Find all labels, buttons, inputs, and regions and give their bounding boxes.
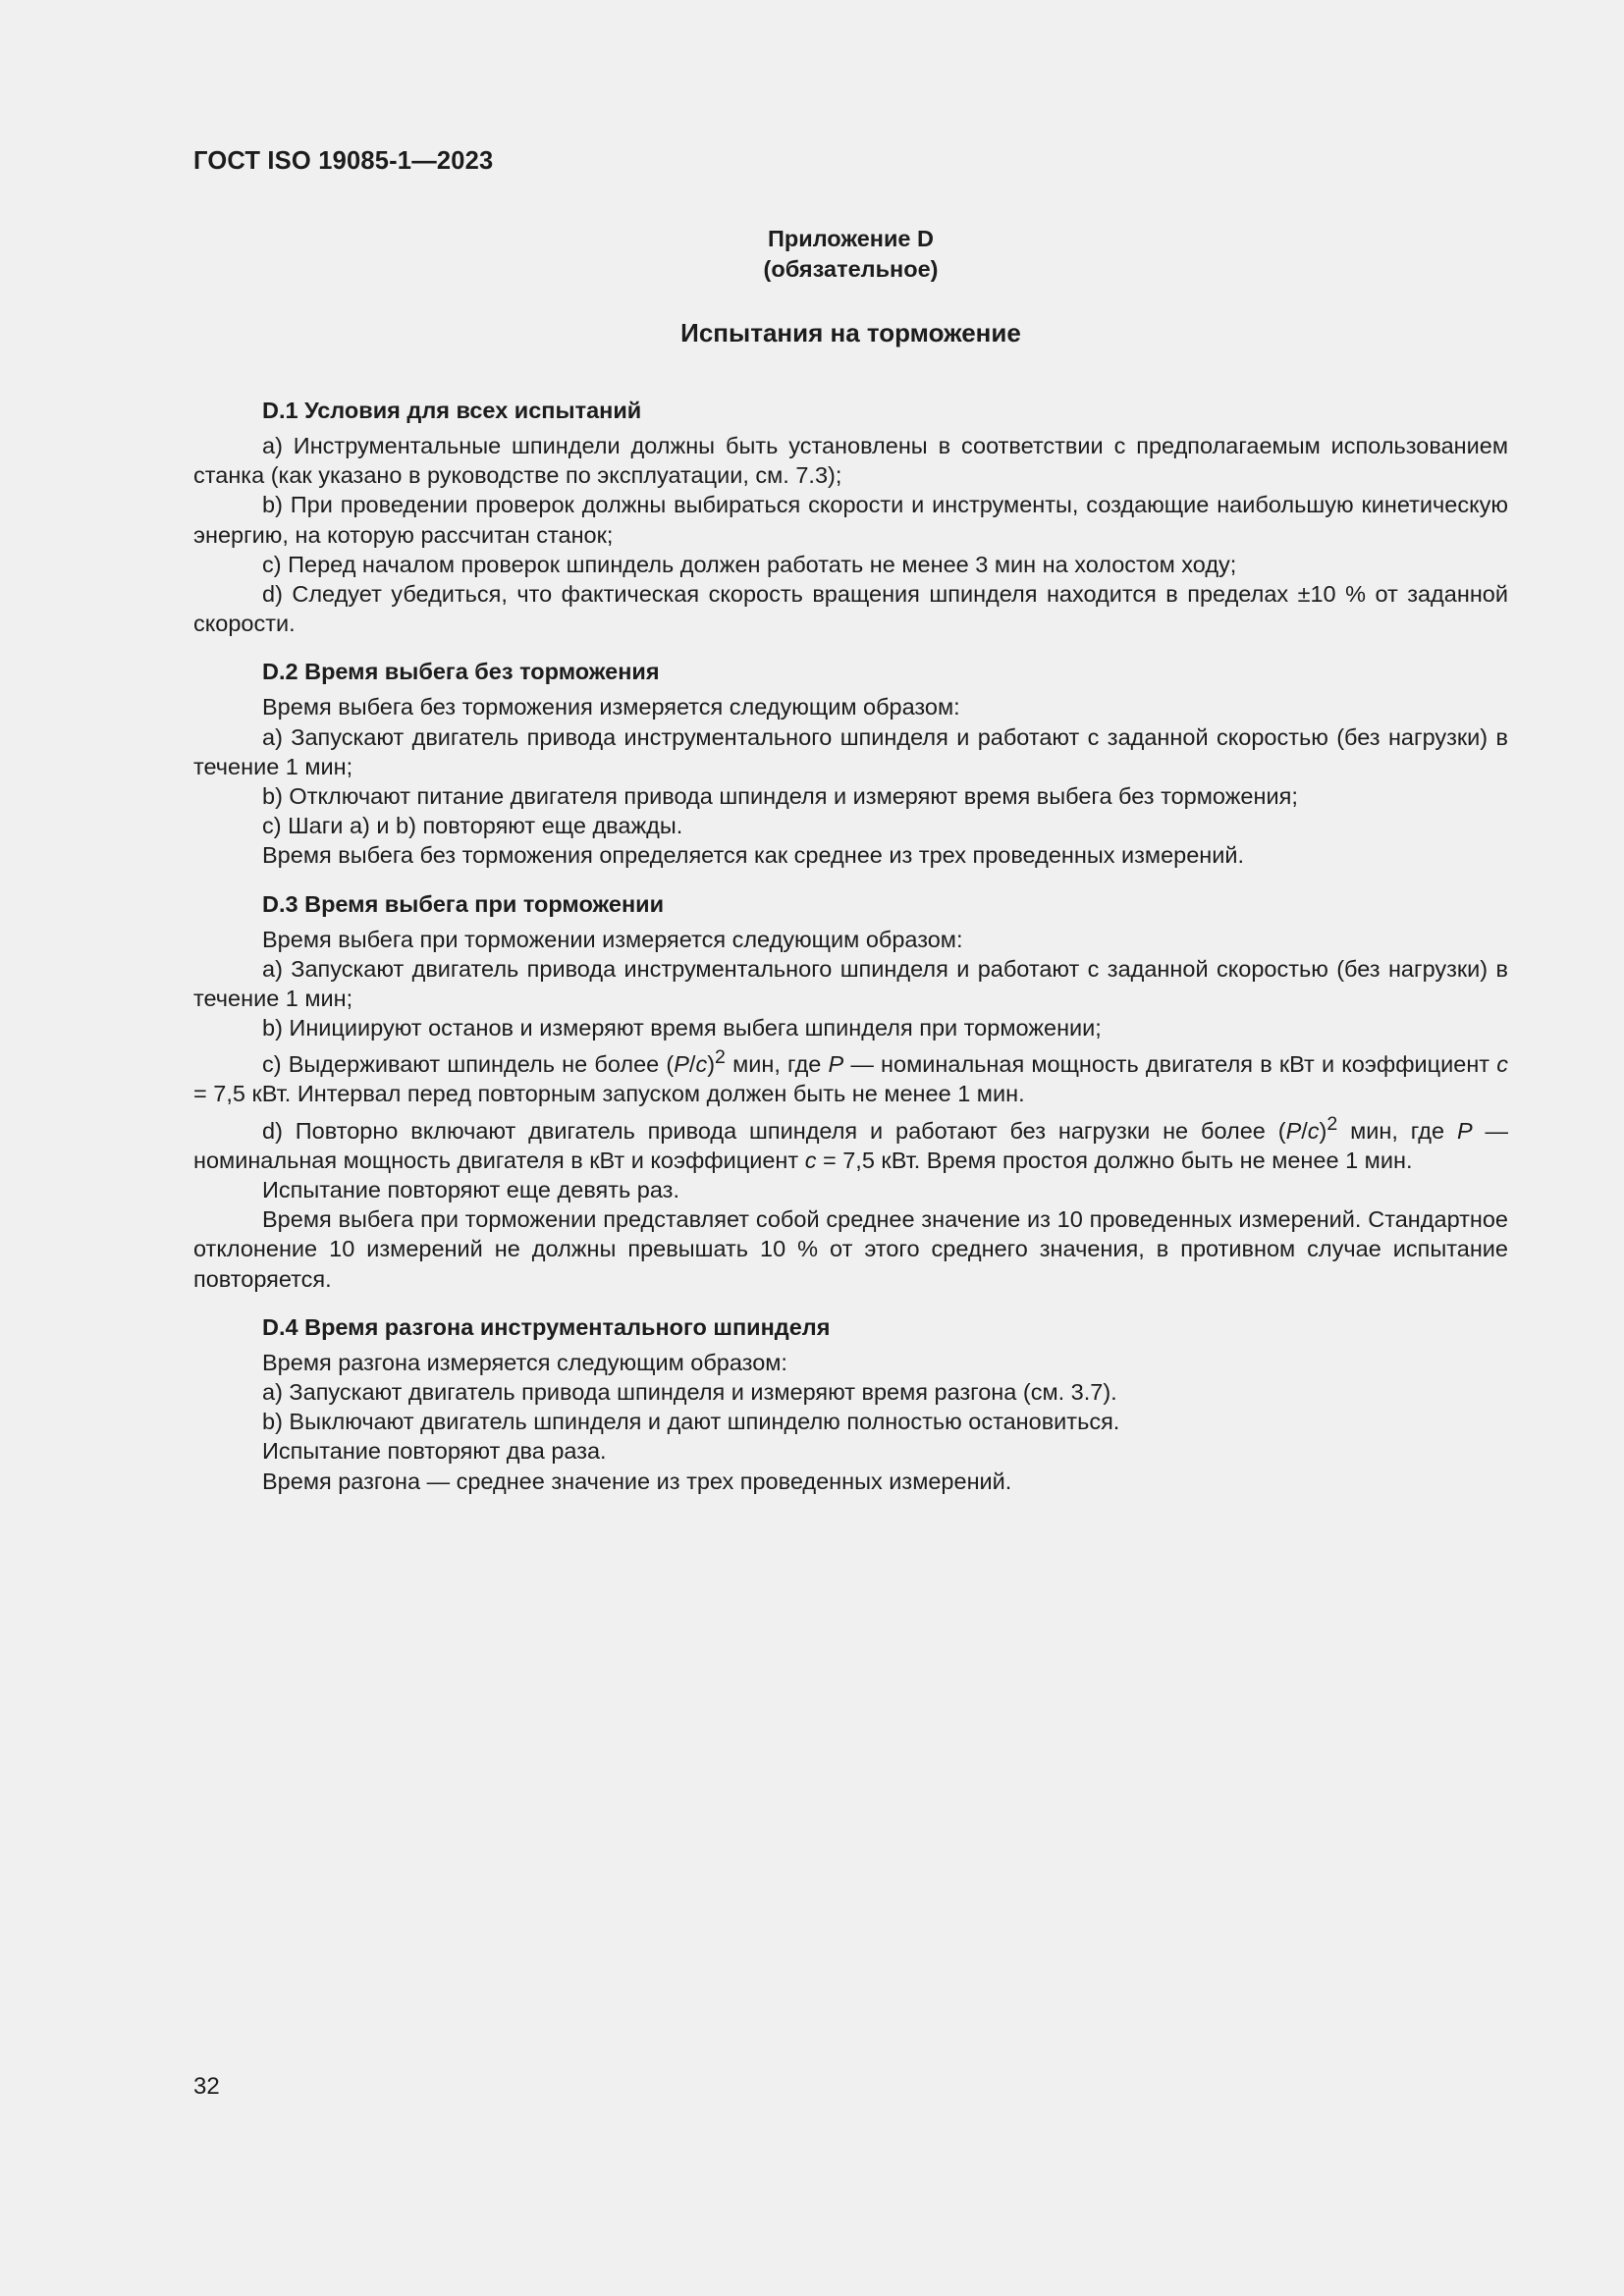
paragraph: Время разгона измеряется следующим образом: bbox=[262, 1349, 787, 1375]
list-item-d bbox=[193, 1109, 1508, 1175]
section-heading: D.3 Время выбега при торможении bbox=[262, 890, 665, 917]
annex-heading bbox=[193, 224, 1508, 285]
variable-c: c bbox=[695, 1051, 708, 1078]
text-run: мин, где bbox=[725, 1051, 829, 1078]
section-heading: D.4 Время разгона инструментального шпинделя bbox=[262, 1313, 831, 1340]
list-item: a) Запускают двигатель привода шпинделя и измеряют время разгона (см. 3.7). bbox=[262, 1378, 1117, 1405]
text-run: ) bbox=[1319, 1117, 1327, 1144]
text-run: мин, где bbox=[1337, 1117, 1457, 1144]
page-number: 32 bbox=[193, 2073, 220, 2100]
list-item: a) Запускают двигатель привода инструментального шпинделя и работают с заданной скоростью (без нагрузки) в течение 1 мин; bbox=[193, 955, 1508, 1012]
list-item: c) Шаги a) и b) повторяют еще дважды. bbox=[262, 813, 683, 839]
section-heading: D.1 Условия для всех испытаний bbox=[262, 398, 642, 423]
annex-title: Испытания на торможение bbox=[680, 318, 1021, 347]
paragraph: Испытание повторяют два раза. bbox=[262, 1438, 607, 1465]
variable-p: P bbox=[828, 1051, 844, 1078]
variable-p: P bbox=[1285, 1117, 1302, 1144]
list-item: d) Следует убедиться, что фактическая скорость вращения шпинделя находится в пределах ±10 % от заданной скорости. bbox=[193, 581, 1508, 637]
variable-c: c bbox=[1496, 1051, 1508, 1078]
exponent: 2 bbox=[1326, 1112, 1338, 1135]
paragraph: Испытание повторяют еще девять раз. bbox=[262, 1176, 679, 1202]
section-d3 bbox=[193, 887, 1508, 1294]
list-item: b) Отключают питание двигателя привода шпинделя и измеряют время выбега без торможения; bbox=[262, 783, 1298, 810]
list-item: b) Выключают двигатель шпинделя и дают шпинделю полностью остановиться. bbox=[262, 1409, 1120, 1435]
text-run: ) bbox=[707, 1051, 716, 1078]
variable-p: P bbox=[1456, 1117, 1473, 1144]
variable-p: P bbox=[674, 1051, 689, 1078]
text-run: = 7,5 кВт. Время простоя должно быть не менее 1 мин. bbox=[816, 1147, 1413, 1173]
text-run: c) Выдерживают шпиндель не более ( bbox=[262, 1051, 675, 1078]
annex-status: (обязательное) bbox=[763, 256, 939, 282]
annex-label: Приложение D bbox=[768, 226, 934, 251]
text-run: — номинальная мощность двигателя в кВт и коэффициент bbox=[193, 1117, 1508, 1173]
text-run: / bbox=[1301, 1117, 1308, 1144]
paragraph: Время выбега при торможении представляет собой среднее значение из 10 проведенных измерений. Стандартное отклонение 10 измерений не должны превышать 10 % от этого среднего значения, в противном случае испытание повторяется. bbox=[193, 1206, 1508, 1292]
paragraph: Время выбега без торможения определяется как среднее из трех проведенных измерений. bbox=[262, 842, 1245, 869]
section-heading: D.2 Время выбега без торможения bbox=[262, 659, 660, 685]
list-item: a) Запускают двигатель привода инструментального шпинделя и работают с заданной скоростью (без нагрузки) в течение 1 мин; bbox=[193, 723, 1508, 779]
list-item-c bbox=[193, 1042, 1508, 1108]
paragraph: Время выбега без торможения измеряется следующим образом: bbox=[262, 694, 960, 721]
exponent: 2 bbox=[715, 1046, 726, 1069]
running-header: ГОСТ ISO 19085-1—2023 bbox=[193, 147, 494, 175]
list-item: c) Перед началом проверок шпиндель должен работать не менее 3 мин на холостом ходу; bbox=[262, 551, 1237, 577]
paragraph: Время разгона — среднее значение из трех проведенных измерений. bbox=[262, 1468, 1012, 1494]
variable-c: c bbox=[1307, 1117, 1320, 1144]
section-d2 bbox=[193, 655, 1508, 870]
list-item: b) Инициируют останов и измеряют время выбега шпинделя при торможении; bbox=[262, 1015, 1102, 1041]
list-item: a) Инструментальные шпиндели должны быть установлены в соответствии с предполагаемым использованием станка (как указано в руководстве по эксплуатации, см. 7.3); bbox=[193, 433, 1508, 489]
section-d4 bbox=[193, 1310, 1508, 1496]
text-run: = 7,5 кВт. Интервал перед повторным запуском должен быть не менее 1 мин. bbox=[193, 1081, 1025, 1107]
variable-c: c bbox=[804, 1147, 817, 1173]
text-run: — номинальная мощность двигателя в кВт и коэффициент bbox=[843, 1051, 1497, 1078]
section-d1 bbox=[193, 394, 1508, 638]
paragraph: Время выбега при торможении измеряется следующим образом: bbox=[262, 926, 963, 952]
text-run: / bbox=[688, 1051, 696, 1078]
list-item: b) При проведении проверок должны выбираться скорости и инструменты, создающие наибольшую кинетическую энергию, на которую рассчитан станок; bbox=[193, 492, 1508, 548]
document-body bbox=[193, 394, 1508, 1513]
text-run: d) Повторно включают двигатель привода шпинделя и работают без нагрузки не более ( bbox=[262, 1117, 1286, 1144]
